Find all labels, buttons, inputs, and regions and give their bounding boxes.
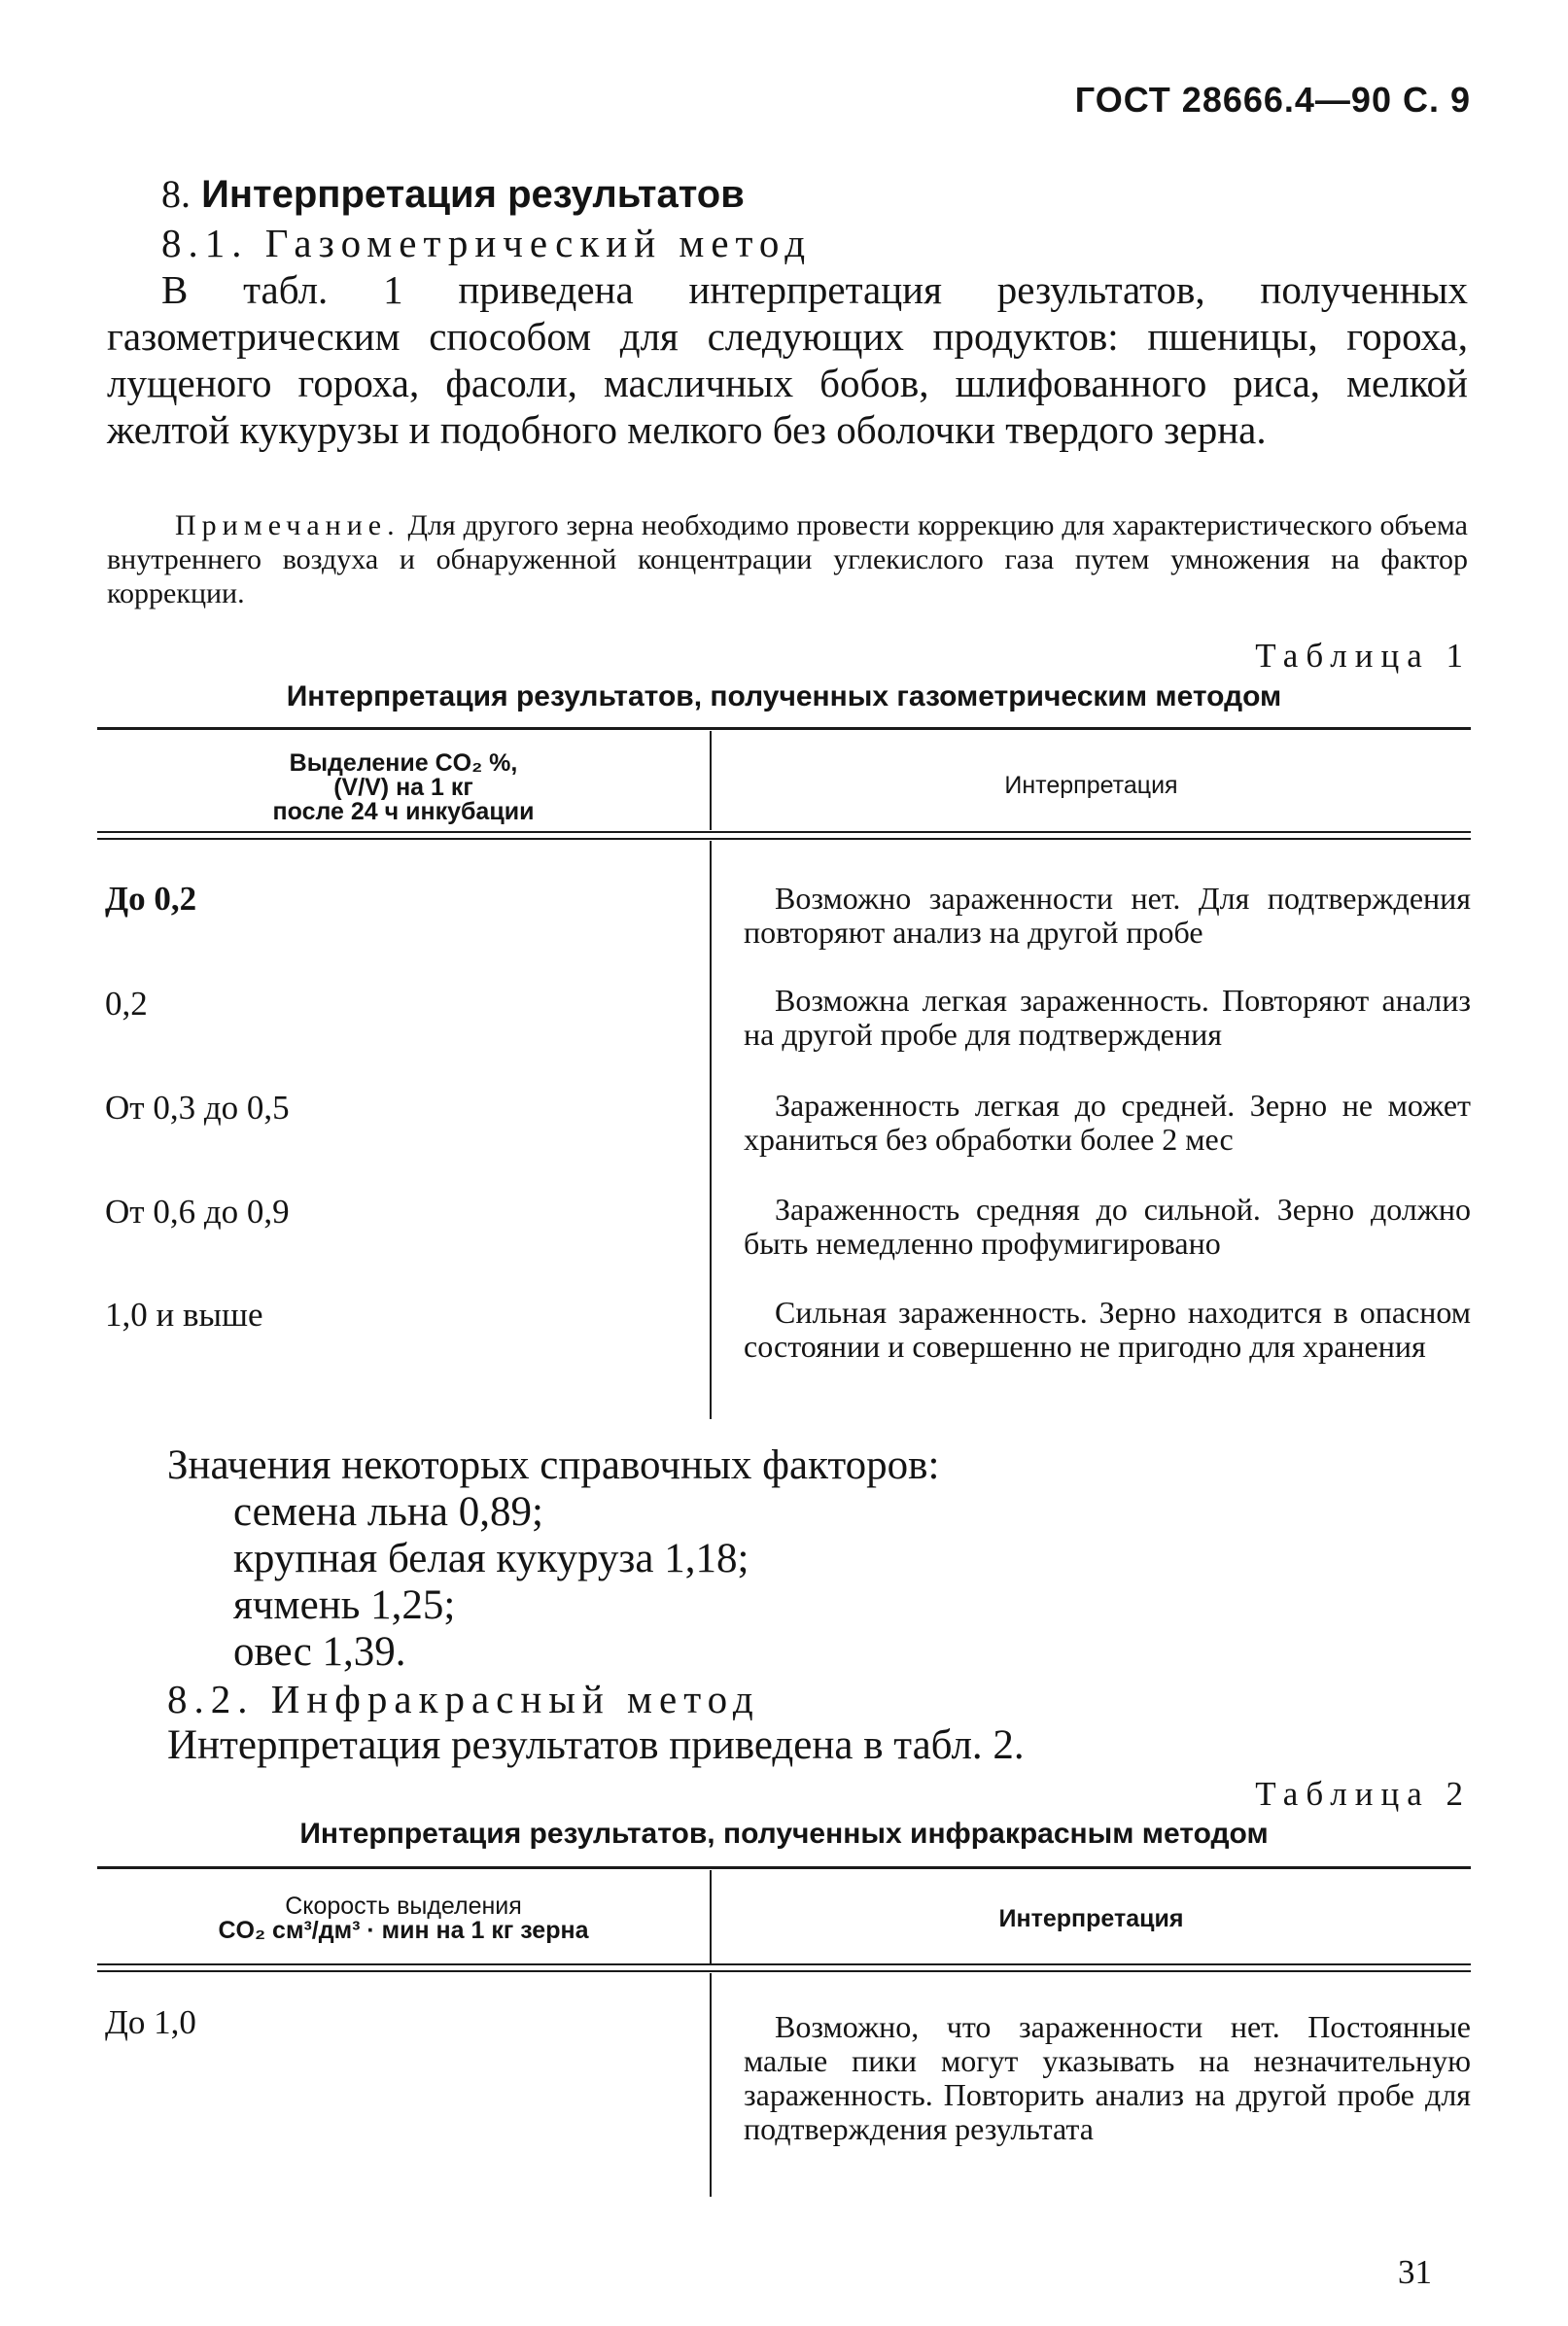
factor-item: семена льна 0,89;: [233, 1489, 543, 1535]
section-title-text: Интерпретация результатов: [201, 173, 745, 216]
table-row-value: От 0,3 до 0,5: [105, 1089, 290, 1127]
page-number: 31: [1398, 2253, 1432, 2291]
table-1-header-rule-double: [97, 838, 1471, 840]
table-row-value: 1,0 и выше: [105, 1296, 263, 1334]
section-8-title: [161, 171, 745, 217]
table-2-title: Интерпретация результатов, полученных инфракрасным методом: [299, 1818, 1269, 1850]
section-number: 8.: [161, 172, 191, 216]
table-row-text: Сильная зараженность. Зерно находится в опасном состоянии и совершенно не пригодно для хранения: [744, 1295, 1471, 1364]
page-header: ГОСТ 28666.4—90 С. 9: [1074, 80, 1471, 120]
table-2-header-rule: [97, 1963, 1471, 1965]
table-1-body-divider: [710, 841, 712, 1419]
header-line: после 24 ч инкубации: [272, 798, 535, 825]
table-row-text: Возможно, что зараженности нет. Постоянные малые пики могут указывать на незначительную зараженность. Повторить анализ на другой пробе для подтверждения результата: [744, 2009, 1471, 2146]
header-line: (V/V) на 1 кг: [333, 774, 473, 801]
table-1-title: Интерпретация результатов, полученных газометрическим методом: [286, 680, 1282, 712]
header-line: CO₂ см³/дм³ · мин на 1 кг зерна: [218, 1917, 589, 1944]
factors-intro: Значения некоторых справочных факторов:: [167, 1442, 940, 1488]
table-2-caption: Таблица 2: [1255, 1775, 1471, 1813]
table-1-col2-header: Интерпретация: [1004, 772, 1178, 799]
subsection-8-1-title: 8.1. Газометрический метод: [161, 221, 813, 265]
factor-item: овес 1,39.: [233, 1629, 406, 1675]
table-row-text: Зараженность средняя до сильной. Зерно должно быть немедленно профумигировано: [744, 1192, 1471, 1261]
table-1-col1-header: [97, 751, 710, 824]
note-label: Примечание.: [175, 509, 401, 541]
table-row-value: До 1,0: [105, 2003, 196, 2041]
subsection-8-2-title: 8.2. Инфракрасный метод: [167, 1677, 760, 1721]
paragraph-products: В табл. 1 приведена интерпретация результатов, полученных газометрическим способом для следующих продуктов: пшеницы, гороха, лущеного гороха, фасоли, масличных бобов, шлифованного риса, мелкой желтой кукурузы и подобного мелкого без оболочки твердого зерна.: [107, 267, 1468, 452]
table-2-col2-header: Интерпретация: [998, 1905, 1184, 1932]
table-1-caption: Таблица 1: [1255, 637, 1471, 675]
table-2-col1-header: [97, 1894, 710, 1943]
table-row-value: От 0,6 до 0,9: [105, 1193, 290, 1231]
header-line: Выделение CO₂ %,: [289, 749, 518, 777]
table-1-top-rule: [97, 727, 1471, 730]
note-text: Для другого зерна необходимо провести коррекцию для характеристического объема внутреннего воздуха и обнаруженной концентрации углекислого газа путем умножения на фактор коррекции.: [107, 509, 1468, 609]
table-1-header-rule: [97, 831, 1471, 833]
table-row-value: 0,2: [105, 985, 148, 1023]
table-2-top-rule: [97, 1866, 1471, 1869]
factor-item: крупная белая кукуруза 1,18;: [233, 1536, 749, 1581]
factor-item: ячмень 1,25;: [233, 1582, 456, 1628]
table-row-text: Возможна легкая зараженность. Повторяют анализ на другой пробе для подтверждения: [744, 983, 1471, 1052]
header-line: Скорость выделения: [285, 1892, 522, 1920]
table-row-text: Возможно зараженности нет. Для подтверждения повторяют анализ на другой пробе: [744, 881, 1471, 950]
note: [107, 508, 1468, 610]
subsection-8-2-text: Интерпретация результатов приведена в табл. 2.: [167, 1722, 1025, 1768]
table-2-header-rule-double: [97, 1970, 1471, 1972]
table-2-body-divider: [710, 1973, 712, 2197]
table-row-text: Зараженность легкая до средней. Зерно не может храниться без обработки более 2 мес: [744, 1088, 1471, 1157]
table-row-value: До 0,2: [105, 880, 197, 918]
